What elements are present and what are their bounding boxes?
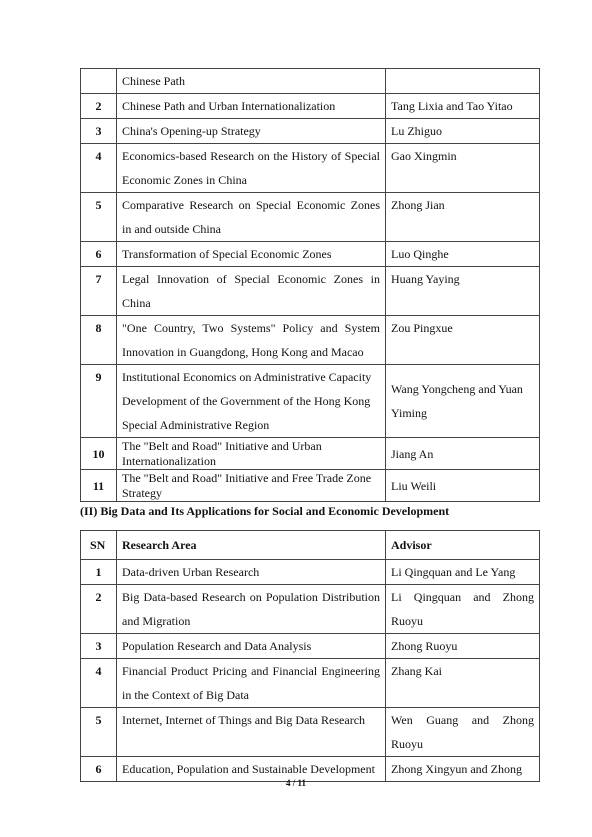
table-row (81, 634, 540, 659)
advisor-cell: Wen Guang and Zhong Ruoyu (386, 708, 540, 757)
table-row (81, 365, 540, 438)
sn-cell: 11 (81, 470, 117, 502)
table-row (81, 659, 540, 708)
sn-cell: 2 (81, 94, 117, 119)
sn-cell: 4 (81, 144, 117, 193)
research-area-cell: Big Data-based Research on Population Distribution and Migration (117, 585, 386, 634)
research-table-2 (80, 530, 540, 782)
research-area-cell: Internet, Internet of Things and Big Data Research (117, 708, 386, 757)
advisor-cell: Luo Qinghe (386, 242, 540, 267)
advisor-cell: Zhang Kai (386, 659, 540, 708)
sn-cell: 6 (81, 757, 117, 782)
advisor-cell: Gao Xingmin (386, 144, 540, 193)
research-area-cell: Economics-based Research on the History of Special Economic Zones in China (117, 144, 386, 193)
sn-cell: 9 (81, 365, 117, 438)
sn-cell: 4 (81, 659, 117, 708)
table-row (81, 267, 540, 316)
research-area-cell: The "Belt and Road" Initiative and Urban Internationalization (117, 438, 386, 470)
research-area-cell: The "Belt and Road" Initiative and Free Trade Zone Strategy (117, 470, 386, 502)
advisor-cell: Li Qingquan and Zhong Ruoyu (386, 585, 540, 634)
advisor-cell (386, 69, 540, 94)
sn-cell: 1 (81, 560, 117, 585)
table-row (81, 193, 540, 242)
table-row (81, 470, 540, 502)
table-row (81, 316, 540, 365)
table-header-row (81, 531, 540, 560)
table-row (81, 242, 540, 267)
research-area-header: Research Area (117, 531, 386, 560)
advisor-cell: Jiang An (386, 438, 540, 470)
advisor-cell: Huang Yaying (386, 267, 540, 316)
research-area-cell: Education, Population and Sustainable Development (117, 757, 386, 782)
page-number: 4 / 11 (285, 778, 306, 788)
sn-cell: 7 (81, 267, 117, 316)
table-row (81, 560, 540, 585)
sn-cell: 3 (81, 119, 117, 144)
research-area-cell: Comparative Research on Special Economic Zones in and outside China (117, 193, 386, 242)
advisor-cell: Zhong Jian (386, 193, 540, 242)
research-table-1 (80, 68, 540, 502)
research-area-cell: Financial Product Pricing and Financial Engineering in the Context of Big Data (117, 659, 386, 708)
research-area-cell: Legal Innovation of Special Economic Zones in China (117, 267, 386, 316)
table-row (81, 69, 540, 94)
research-area-cell: Population Research and Data Analysis (117, 634, 386, 659)
sn-header: SN (81, 531, 117, 560)
research-area-cell: Chinese Path (117, 69, 386, 94)
advisor-cell: Tang Lixia and Tao Yitao (386, 94, 540, 119)
advisor-cell: Wang Yongcheng and Yuan Yiming (386, 365, 540, 438)
table-row (81, 144, 540, 193)
sn-cell: 3 (81, 634, 117, 659)
sn-cell: 5 (81, 193, 117, 242)
advisor-cell: Lu Zhiguo (386, 119, 540, 144)
sn-cell: 10 (81, 438, 117, 470)
sn-cell: 8 (81, 316, 117, 365)
sn-cell: 2 (81, 585, 117, 634)
sn-cell: 5 (81, 708, 117, 757)
research-area-cell: Data-driven Urban Research (117, 560, 386, 585)
advisor-cell: Zhong Xingyun and Zhong (386, 757, 540, 782)
advisor-cell: Li Qingquan and Le Yang (386, 560, 540, 585)
research-area-cell: China's Opening-up Strategy (117, 119, 386, 144)
advisor-cell: Zhong Ruoyu (386, 634, 540, 659)
table-row (81, 585, 540, 634)
table-row (81, 438, 540, 470)
advisor-header: Advisor (386, 531, 540, 560)
table-row (81, 708, 540, 757)
advisor-cell: Zou Pingxue (386, 316, 540, 365)
sn-cell: 6 (81, 242, 117, 267)
advisor-cell: Liu Weili (386, 470, 540, 502)
research-area-cell: Transformation of Special Economic Zones (117, 242, 386, 267)
research-area-cell: Chinese Path and Urban Internationalization (117, 94, 386, 119)
sn-cell (81, 69, 117, 94)
section-heading: (II) Big Data and Its Applications for Social and Economic Development (80, 504, 450, 518)
research-area-cell: "One Country, Two Systems" Policy and System Innovation in Guangdong, Hong Kong and Macao (117, 316, 386, 365)
research-area-cell: Institutional Economics on Administrative Capacity Development of the Government of the Hong Kong Special Administrative Region (117, 365, 386, 438)
table-row (81, 94, 540, 119)
table-row (81, 119, 540, 144)
